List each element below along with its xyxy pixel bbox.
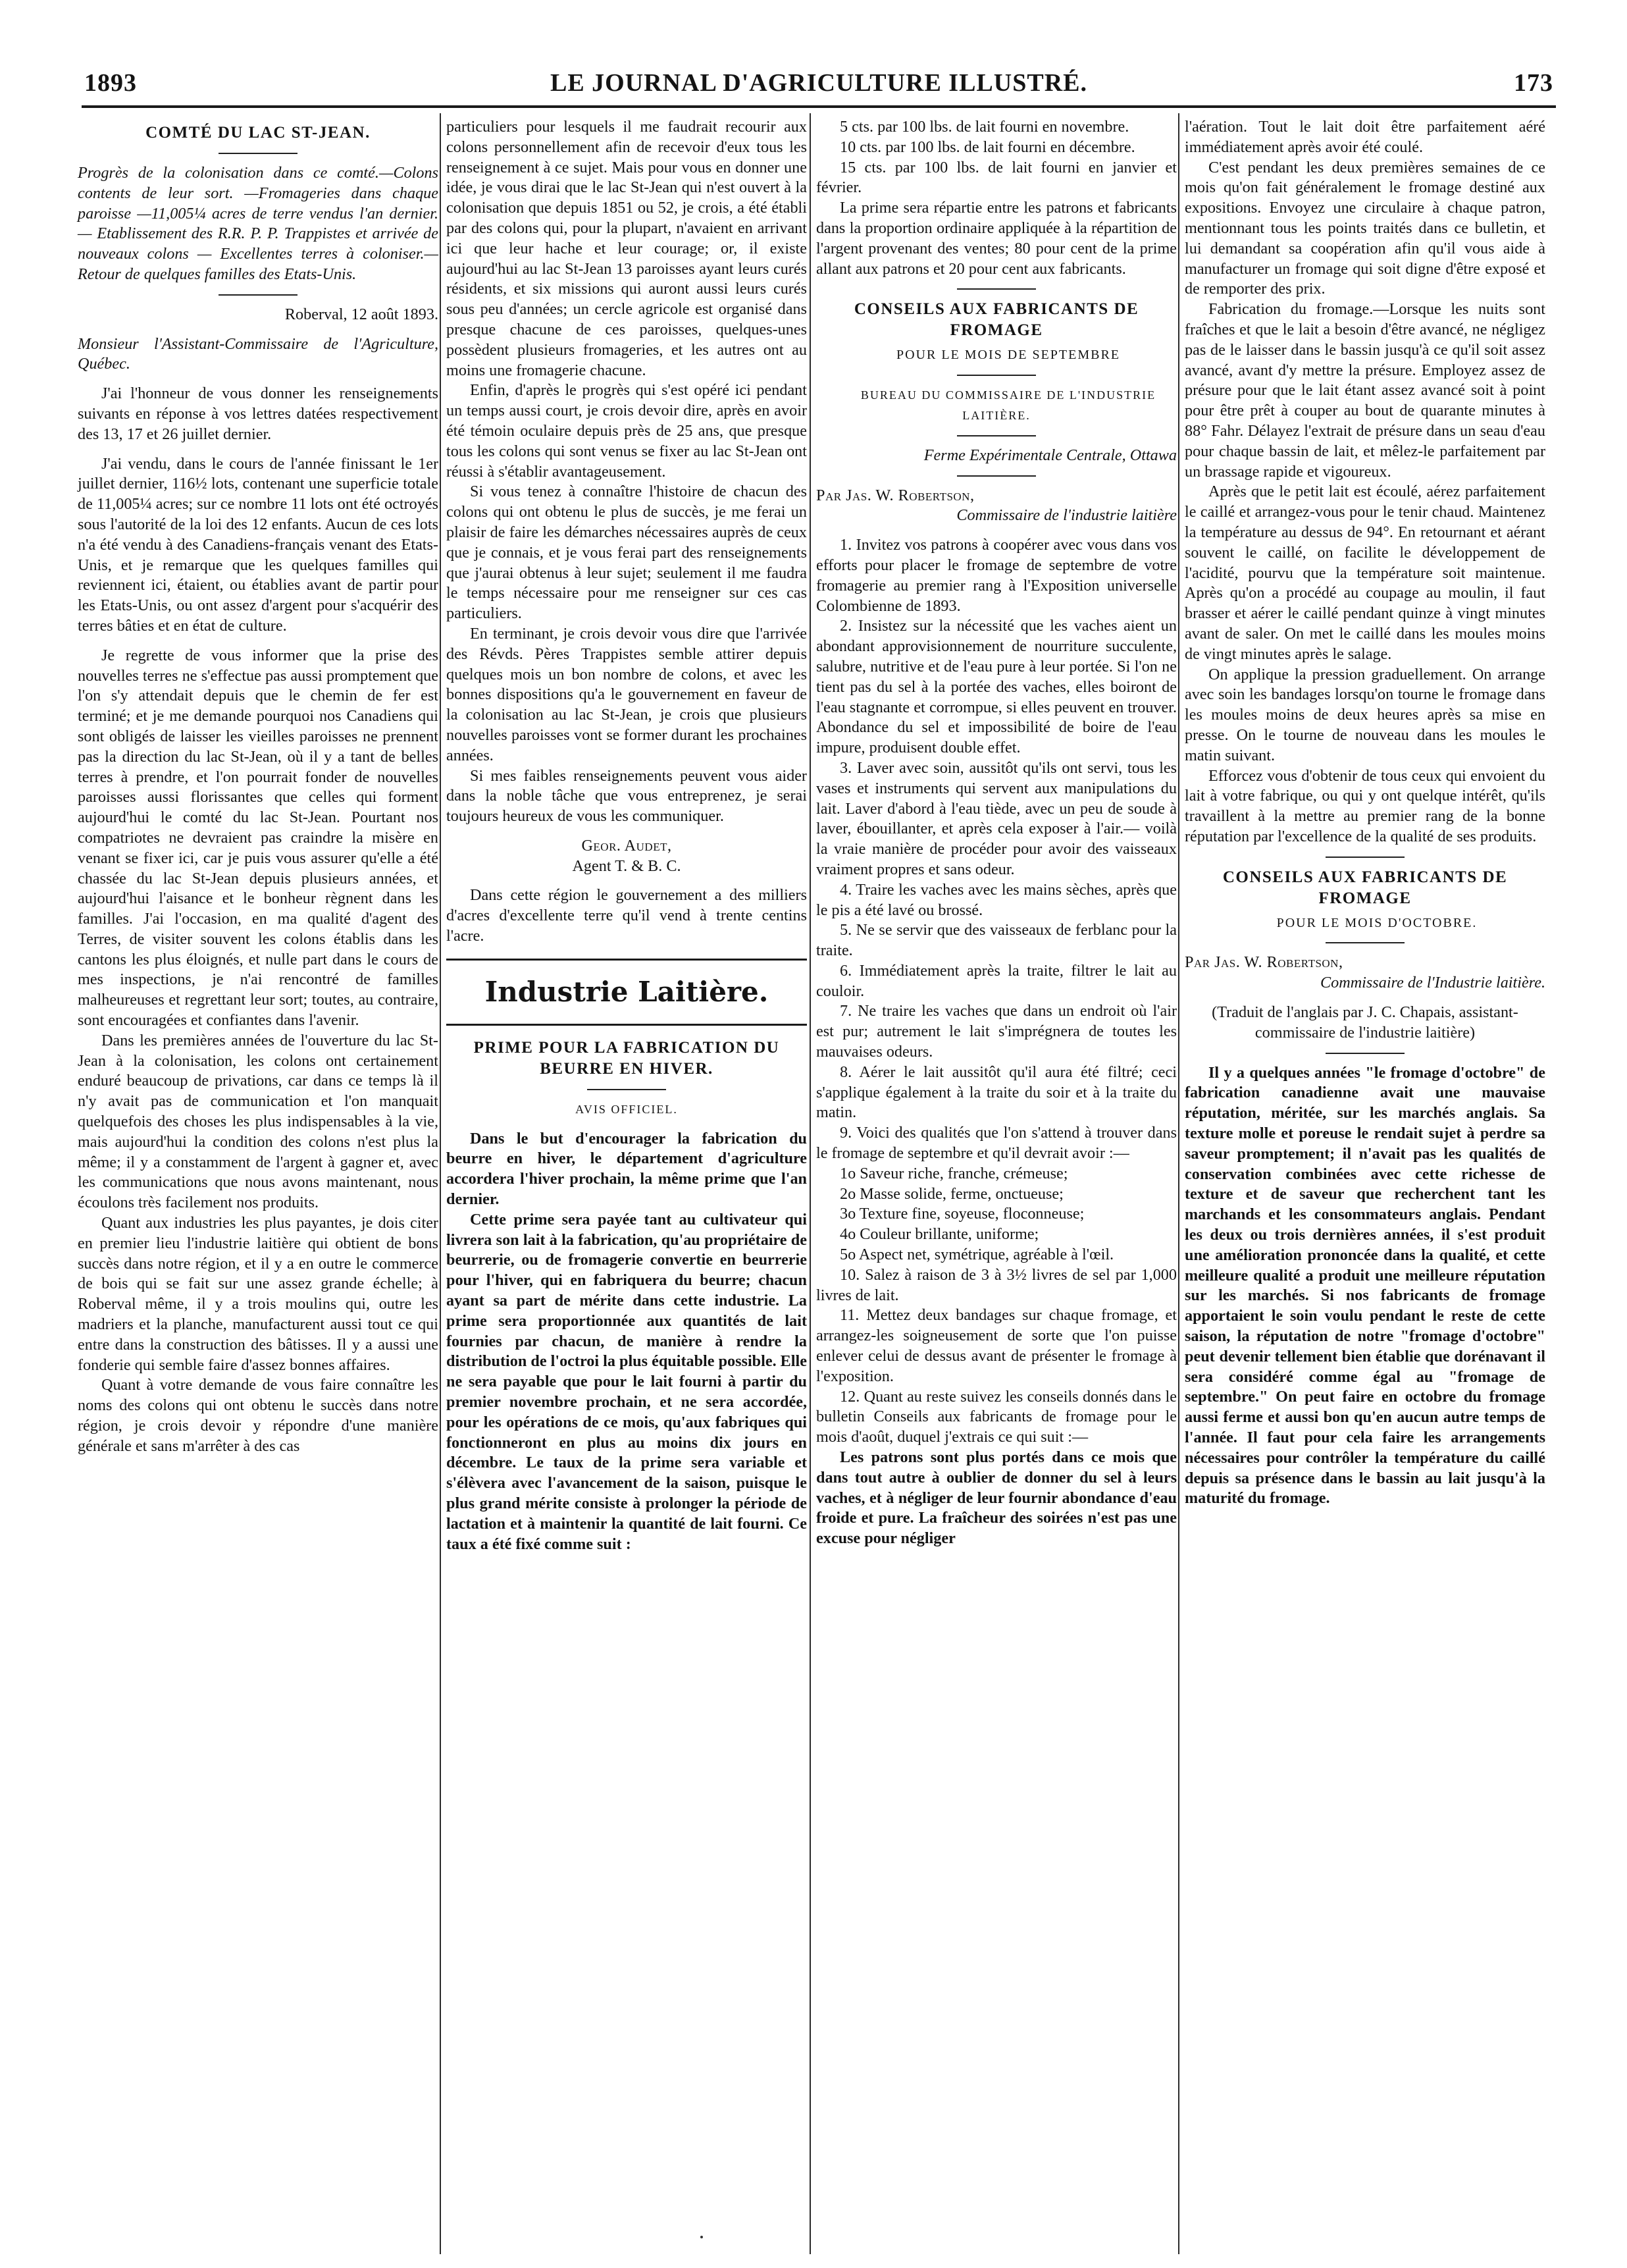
column-3: [816, 117, 1177, 1549]
article-summary: Progrès de la colonisation dans ce comté.—Colons contents de leur sort. —Fromageries dans chaque paroisse —11,005¼ acres de terre vendus l'an dernier. — Etablissement des R.R. P. P. Trappistes et arrivée de nouveaux colons — Excellentes terres à coloniser.—Retour de quelques familles des Etats-Unis.: [78, 164, 438, 283]
article-heading: CONSEILS AUX FABRICANTS DE FROMAGE: [1222, 868, 1508, 907]
paragraph: Dans cette région le gouvernement a des milliers d'acres d'excellente terre qu'il vend à trente centins l'acre.: [446, 886, 807, 945]
column-2: [446, 117, 807, 1554]
paragraph: La prime sera répartie entre les patrons et fabricants dans la proportion ordinaire appliquée à la répartition de l'argent provenant des ventes; 80 pour cent de la prime allant aux patrons et 20 pour cent aux fabricants.: [816, 199, 1177, 278]
article-subheading: POUR LE MOIS D'OCTOBRE.: [1276, 915, 1478, 930]
quality-item: 4o Couleur brillante, uniforme;: [840, 1225, 1039, 1244]
quality-item: 5o Aspect net, symétrique, agréable à l'œil.: [840, 1246, 1114, 1264]
bureau-line: BUREAU DU COMMISSAIRE DE L'INDUSTRIE LAITIÈRE.: [860, 388, 1156, 422]
paragraph: Enfin, d'après le progrès qui s'est opéré ici pendant un temps aussi court, je crois devoir dire, après en avoir été témoin oculaire depuis près de 25 ans, que presque tous les colons qui sont venus se fixer au lac St-Jean ont réussi à s'établir avantageusement.: [446, 381, 807, 481]
numbered-item: 4. Traire les vaches avec les mains sèches, après que le pis a été lavé ou brossé.: [816, 880, 1177, 919]
quality-item: 3o Texture fine, soyeuse, floconneuse;: [840, 1205, 1085, 1223]
masthead: [84, 68, 1553, 105]
numbered-item: 2. Insistez sur la nécessité que les vaches aient un abondant approvisionnement de nourriture succulente, salubre, nutritive et de l'eau pure à leur portée. Si l'on ne tient pas du sel à la portée des vaches, elles boiront de l'eau stagnante et corrompue, si elles peuvent en trouver. Abondance du sel et impossibilité de boire de l'eau impure, produisent double effet.: [816, 617, 1177, 757]
separator: [957, 375, 1036, 376]
separator: [219, 294, 297, 296]
separator: [1326, 942, 1405, 943]
author-title: Commissaire de l'industrie laitière: [956, 506, 1177, 525]
rate-line: 15 cts. par 100 lbs. de lait fourni en janvier et février.: [816, 158, 1177, 197]
numbered-item: 1. Invitez vos patrons à coopérer avec vous dans vos efforts pour placer le fromage de septembre de votre fromagerie au premier rang à l'Exposition universelle Colombienne de 1893.: [816, 536, 1177, 615]
paragraph: C'est pendant les deux premières semaines de ce mois qu'on fait généralement le fromage destiné aux expositions. Envoyez une circulaire à chaque patron, mentionnant tous les points traités dans ce bulletin, et lui demandant sa coopération afin qu'il vous aide à manufacturer un fromage qui soit digne d'être exposé et de remporter des prix.: [1185, 158, 1545, 298]
column-4: [1185, 117, 1545, 1509]
separator: [957, 288, 1036, 290]
separator: [957, 475, 1036, 477]
translator-note: (Traduit de l'anglais par J. C. Chapais, assistant-commissaire de l'industrie laitière): [1212, 1003, 1518, 1042]
separator: [1326, 857, 1405, 858]
article-subheading: POUR LE MOIS DE SEPTEMBRE: [896, 348, 1121, 363]
paragraph: Cette prime sera payée tant au cultivateur qui livrera son lait à la fabrication, qu'au propriétaire de beurrerie, ou de fromagerie convertie en beurrerie pour l'hiver, qui en fabriquera du beurre; chacun ayant sa part de mérite dans cette industrie. La prime sera proportionnée aux quantités de lait fournies par chacun, de manière à rendre la distribution de l'octroi la plus équitable possible. Elle ne sera payable que pour le lait fourni à partir du premier novembre prochain, et ne sera accordée, pour les opérations de ce mois, qu'aux fabriques qui fonctionneront en plus au moins dix jours en décembre. Le taux de la prime sera variable et s'élèvera avec l'avancement de la saison, puisque le plus grand mérite consiste à prolonger la période de lactation et à maintenir la quantité de lait fourni. Ce taux a été fixé comme suit :: [446, 1210, 807, 1553]
paragraph: Si mes faibles renseignements peuvent vous aider dans la noble tâche que vous entreprenez, je serai toujours heureux de vous les communiquer.: [446, 766, 807, 826]
numbered-item: 5. Ne se servir que des vaisseaux de ferblanc pour la traite.: [816, 921, 1177, 960]
paragraph: Fabrication du fromage.—Lorsque les nuits sont fraîches et que le lait a besoin d'être avancé, ne négligez pas de le laisser dans le bassin jusqu'à ce qu'il soit assez avancé, avant d'y mettre la présure. Employez assez de présure pour que le lait étant assez avancé soit à point pour être prêt à couper au bout de quarante minutes à 88° Fahr. Délayez l'extrait de présure dans un seau d'eau pour chaque bassin de lait, et mêlez-le parfaitement par un brassage rapide et vigoureux.: [1185, 300, 1545, 481]
paragraph: Efforcez vous d'obtenir de tous ceux qui envoient du lait à votre fabrique, ou qui y ont quelque intérêt, qu'ils travaillent à la mettre au premier rang de la bonne réputation par l'excellence de la qualité de ses produits.: [1185, 766, 1545, 845]
article-heading: COMTÉ DU LAC ST-JEAN.: [145, 124, 371, 142]
paragraph: Dans les premières années de l'ouverture du lac St-Jean à la colonisation, les colons ont certainement enduré beaucoup de privations, car dans ce temps là il n'y avait pas de communication et l'on manquait quelquefois des choses les plus indispensables à la vie, mais aujourd'hui la condition des colons n'est plus la même; il y a constamment de l'argent à gagner et, avec les communications que nous avons maintenant, nous écoulons très facilement nos produits.: [78, 1031, 438, 1212]
header-year: 1893: [84, 69, 137, 97]
numbered-item: 6. Immédiatement après la traite, filtrer le lait au couloir.: [816, 961, 1177, 1000]
paragraph: Quant à votre demande de vous faire connaître les noms des colons qui ont obtenu le succès dans notre région, je crois devoir y répondre d'une manière générale et sans m'arrêter à des cas: [78, 1376, 438, 1455]
column-divider: [440, 113, 441, 2254]
paragraph: Dans le but d'encourager la fabrication du beurre en hiver, le département d'agriculture accordera l'hiver prochain, la même prime que l'an dernier.: [446, 1129, 807, 1209]
column-divider: [1178, 113, 1179, 2254]
salutation: Monsieur l'Assistant-Commissaire de l'Agriculture, Québec.: [78, 334, 438, 373]
rate-line: 10 cts. par 100 lbs. de lait fourni en décembre.: [840, 138, 1135, 156]
paragraph: Il y a quelques années "le fromage d'octobre" de fabrication canadienne avait une mauvaise réputation, méritée, sur les marchés anglais. Sa texture molle et poreuse le rendait sujet à perdre sa saveur promptement; il n'avait pas les qualités de conservation combinées avec cette richesse de texture et de saveur que recherchent tant les marchands et les consommateurs anglais. Pendant les deux ou trois dernières années, il s'est produit une amélioration prononcée dans la qualité, et cette meilleure qualité a produit une meilleure réputation sur les marchés. Si nos fabricants de fromage apportaient le soin voulu pendant le reste de cette saison, la réputation de notre "fromage d'octobre" peut devenir tellement bien établie que dorénavant il sera considéré comme égal au "fromage de septembre." On peut faire en octobre du fromage aussi ferme et aussi bon qu'en aucun autre temps de l'année. Il faut pour cela faire les arrangements nécessaires pour contrôler la température du caillé depuis sa présence dans le bassin au lait jusqu'à la maturité du fromage.: [1185, 1063, 1545, 1508]
section-heading: Industrie Laitière.: [484, 975, 769, 1008]
separator: [587, 1089, 666, 1090]
author: Par Jas. W. Robertson,: [816, 486, 975, 504]
ink-dot: [700, 2236, 703, 2238]
separator: [957, 435, 1036, 436]
numbered-item: 8. Aérer le lait aussitôt qu'il aura été filtré; ceci s'applique également à la traite du soir et à la traite du matin.: [816, 1063, 1177, 1122]
column-1: [78, 117, 438, 1457]
paragraph: Si vous tenez à connaître l'histoire de chacun des colons qui ont obtenu le plus de succès, je me ferai un plaisir de faire les démarches nécessaires auprès de ceux que je connais, et je vous ferai part des renseignements que j'aurai obtenus à leur sujet; seulement il me faudra le temps nécessaire pour me renseigner sur ces cas particuliers.: [446, 483, 807, 623]
paragraph: Après que le petit lait est écoulé, aérez parfaitement le caillé et arrangez-vous pour le tenir chaud. Maintenez la température au dessus de 94°. En retournant et aérant souvent le caillé, on facilite le développement de l'acidité, pourvu que la température soit maintenue. Après qu'on a procédé au coupage au moulin, il faut brasser et aérer le caillé pendant quinze à vingt minutes avant de saler. On met le caillé dans les moules moins de vingt minutes après le salage.: [1185, 483, 1545, 663]
author-title: Commissaire de l'Industrie laitière.: [1320, 974, 1545, 992]
paragraph: En terminant, je crois devoir vous dire que l'arrivée des Révds. Pères Trappistes semble attirer depuis quelques mois un bon nombre de colons, et avec les bonnes dispositions qu'a le gouvernement en faveur de la colonisation au lac St-Jean, je crois que plusieurs nouvelles paroisses vont se former durant les prochaines années.: [446, 624, 807, 764]
separator: [219, 153, 297, 154]
page-number: 173: [1514, 69, 1553, 97]
numbered-item: 10. Salez à raison de 3 à 3½ livres de sel par 1,000 livres de lait.: [816, 1265, 1177, 1304]
masthead-rule: [82, 105, 1556, 108]
numbered-item: 7. Ne traire les vaches que dans un endroit où l'air est pur; autrement le lait s'imprégnera de toutes les mauvaises odeurs.: [816, 1002, 1177, 1061]
paragraph: J'ai vendu, dans le cours de l'année finissant le 1er juillet dernier, 116½ lots, contenant une superficie totale de 11,005¼ acres; sur ce nombre 11 lots ont été octroyés sous l'autorité de la loi des 12 enfants. Aucun de ces lots n'a été vendu à des Canadiens-français venant des Etats-Unis, et je remarque que les quelques familles qui reviennent ici, étaient, ou établies avant de partir pour les Etats-Unis, ou ont assez d'argent pour s'acquérir des terres bâties et en état de culture.: [78, 454, 438, 635]
numbered-item: 3. Laver avec soin, aussitôt qu'ils ont servi, tous les vases et instruments qui servent aux manipulations du lait. Laver d'abord à l'eau tiède, avec un peu de soude à laver, ébouillanter, et après cela exposer à l'air.— voilà la vraie manière de procéder pour avoir des vaisseaux vraiment propres et sans odeur.: [816, 758, 1177, 878]
column-divider: [810, 113, 811, 2254]
article-heading: CONSEILS AUX FABRICANTS DE FROMAGE: [854, 300, 1139, 340]
paragraph: particuliers pour lesquels il me faudrait recourir aux colons personnellement afin de recevoir d'eux tous les renseignement à ce sujet. Mais pour vous en donner une idée, je vous dirai que le lac St-Jean qui n'est ouvert à la colonisation que depuis 1851 ou 52, je crois, a été établi par des colons qui, pour la plupart, n'avaient en arrivant ici que leur hache et leur courage; or, il existe aujourd'hui au lac St-Jean 13 paroisses ayant leurs curés résidents, et six missions qui auront aussi leurs curés sous peu d'années; un cercle agricole est organisé dans presque chacune de ces paroisses, quelques-unes possèdent plusieurs fromageries, et les autres ont au moins une fromagerie chacune.: [446, 118, 807, 379]
paragraph: Quant aux industries les plus payantes, je dois citer en premier lieu l'industrie laitière qui obtient de bons succès dans notre région, et il y a en outre le commerce de bois qui se fait sur une assez grande échelle; à Roberval même, il y a trois moulins qui, outre les madriers et la planche, manufacturent aussi tout ce qui entre dans la construction des bâtisses. Il y a aussi une fonderie qui semble faire d'assez bonnes affaires.: [78, 1214, 438, 1374]
official-notice: [446, 1129, 807, 1555]
article-heading: PRIME POUR LA FABRICATION DU BEURRE EN HIVER.: [473, 1038, 780, 1078]
paragraph: J'ai l'honneur de vous donner les renseignements suivants en réponse à vos lettres datées respectivement des 13, 17 et 26 juillet dernier.: [78, 384, 438, 443]
section-rule: [446, 1024, 807, 1026]
paragraph: Je regrette de vous informer que la prise des nouvelles terres ne s'effectue pas aussi promptement que l'on s'y attendait depuis que le chemin de fer est terminé; et je me demande pourquoi nos Canadiens qui sont obligés de laisser les vieilles paroisses ne prennent pas la direction du lac St-Jean, où il y a tant de belles terres à prendre, et l'on pourrait fonder de nouvelles paroisses aussi florissantes que celles qui forment aujourd'hui le comté du lac St-Jean. Pourtant nos compatriotes ne devraient pas craindre la misère en venant se fixer ici, car je puis vous assurer qu'elle a été chassée du lac St-Jean depuis plusieurs années, et aujourd'hui l'aisance et le bonheur règnent dans les familles. J'ai l'occasion, en ma qualité d'agent des Terres, de visiter souvent les colons établis dans les cantons les plus éloignés, et nulle part dans le cours de mes inspections, je n'ai rencontré de familles malheureuses et regrettant leur sort; toutes, au contraire, sont encouragées et confiantes dans l'avenir.: [78, 646, 438, 1030]
section-rule: [446, 959, 807, 961]
quality-item: 2o Masse solide, ferme, onctueuse;: [840, 1184, 1064, 1203]
numbered-item: 9. Voici des qualités que l'on s'attend à trouver dans le fromage de septembre et qu'il devrait avoir :—: [816, 1124, 1177, 1163]
paragraph: Les patrons sont plus portés dans ce mois que dans tout autre à oublier de donner du sel à leurs vaches, et à négliger de leur fournir abondance d'eau froide et pure. La fraîcheur des soirées n'est pas une excuse pour négliger: [816, 1448, 1177, 1548]
numbered-item: 12. Quant au reste suivez les conseils donnés dans le bulletin Conseils aux fabricants de fromage pour le mois d'août, duquel j'extrais ce qui suit :—: [816, 1387, 1177, 1446]
signature: Geor. Audet,: [581, 836, 672, 855]
quality-item: 1o Saveur riche, franche, crémeuse;: [840, 1164, 1068, 1182]
signature-title: Agent T. & B. C.: [572, 857, 681, 875]
paragraph: On applique la pression graduellement. On arrange avec soin les bandages lorsqu'on tourne le fromage dans les moules moins de deux heures après sa mise en presse. On le tourne de nouveau dans les moules le matin suivant.: [1185, 665, 1545, 764]
author: Par Jas. W. Robertson,: [1185, 953, 1343, 972]
numbered-item: 11. Mettez deux bandages sur chaque fromage, et arrangez-les soigneusement de sorte que l'on puisse enlever celui de dessus avant de présenter le fromage à l'exposition.: [816, 1306, 1177, 1385]
paragraph: l'aération. Tout le lait doit être parfaitement aéré immédiatement après avoir été coulé.: [1185, 118, 1545, 156]
dateline: Roberval, 12 août 1893.: [284, 305, 438, 323]
notice-label: AVIS OFFICIEL.: [575, 1102, 678, 1116]
separator: [1326, 1053, 1405, 1054]
journal-title: LE JOURNAL D'AGRICULTURE ILLUSTRÉ.: [550, 69, 1087, 97]
rate-line: 5 cts. par 100 lbs. de lait fourni en novembre.: [840, 118, 1129, 136]
location-line: Ferme Expérimentale Centrale, Ottawa: [923, 446, 1177, 464]
